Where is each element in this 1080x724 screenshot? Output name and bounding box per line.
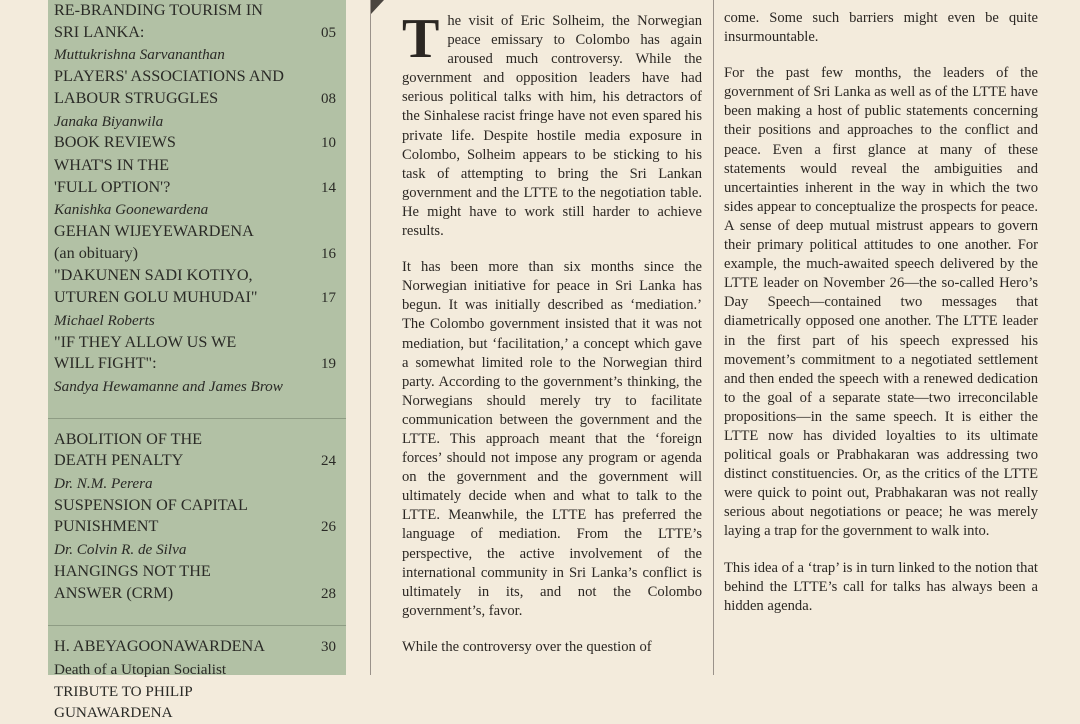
entry-title-text: WILL FIGHT": <box>54 354 157 373</box>
entry-title-line <box>54 88 338 111</box>
entry-title-line <box>54 561 338 583</box>
entry-author: Dr. Colvin R. de Silva <box>54 541 187 559</box>
contents-entry <box>54 155 338 221</box>
entry-subtitle: GUNAWARDENA <box>54 704 173 722</box>
entry-title-line <box>54 287 338 310</box>
entry-subtitle: Death of a Utopian Socialist <box>54 660 227 678</box>
entry-title-line <box>54 495 338 517</box>
entry-page-number: 08 <box>321 90 336 107</box>
article-paragraph: This idea of a ‘trap’ is in turn linked to the notion that behind the LTTE’s call for talks has always been a hidden agenda. <box>724 559 1038 614</box>
entry-title-text: 'FULL OPTION'? <box>54 177 171 196</box>
entry-author: Sandya Hewamanne and James Brow <box>54 377 283 395</box>
entry-page-number: 28 <box>321 585 336 602</box>
entry-page-number: 14 <box>321 179 336 196</box>
article-paragraph: It has been more than six months since the Norwegian initiative for peace in Sri Lanka has begun. It was initially described as ‘mediation.’ The Colombo government insisted that it was not mediation, but ‘facilitation,’ a concept which gave a somewhat limited role to the Norwegian third party. According to the government’s thinking, the Norwegians should merely try to facilitate communication between the government and the LTTE. This approach meant that the ‘foreign forces’ should not impose any program or agenda on the government and the government will ultimately decide when and what to talk to the LTTE. Meanwhile, the LTTE has preferred the language of mediation. From the LTTE’s perspective, the active involvement of the international community in Sri Lanka’s conflict is ultimately in its, and not the Colombo government’s, favor. <box>402 259 702 619</box>
entry-title-text: (an obituary) <box>54 243 139 262</box>
entry-title-line <box>54 0 338 22</box>
article-column-2 <box>724 9 1038 633</box>
column-rule-middle <box>713 0 714 675</box>
entry-page-number: 26 <box>321 519 336 536</box>
entry-title-text: PLAYERS' ASSOCIATIONS AND <box>54 67 284 86</box>
contents-entry <box>54 332 338 398</box>
entry-title-text: DEATH PENALTY <box>54 451 184 470</box>
contents-entry <box>54 132 338 155</box>
entry-page-number: 19 <box>321 356 336 373</box>
contents-entry <box>54 265 338 331</box>
entry-title-text: GEHAN WIJEYEWARDENA <box>54 222 254 241</box>
entry-title-text: ABOLITION OF THE <box>54 429 203 448</box>
entry-title-line <box>54 353 338 376</box>
entry-title-text: "DAKUNEN SADI KOTIYO, <box>54 266 253 285</box>
entry-title-text: PUNISHMENT <box>54 517 159 536</box>
paragraph-text: he visit of Eric Solheim, the Norwegian peace emissary to Colombo has again aroused much controversy. While the government and opposition leaders have had serious political talks with him, his detractors of the Sinhalese racist fringe have not even spared his private life. Despite hostile media exposure in Colombo, Solheim appears to be sticking to his task of attempting to bring the Sri Lankan government and the LTTE to the negotiation table. He might have to work still harder to achieve results. <box>402 13 702 240</box>
contents-entry <box>54 221 338 265</box>
article-paragraph: come. Some such barriers might even be quite insurmountable. <box>724 10 1038 46</box>
entry-title-text: BOOK REVIEWS <box>54 133 176 152</box>
contents-sidebar <box>48 0 346 722</box>
entry-title-text: ANSWER (CRM) <box>54 583 174 602</box>
entry-author: Dr. N.M. Perera <box>54 475 153 493</box>
drop-cap: T <box>402 8 440 70</box>
entry-title-line <box>54 22 338 45</box>
contents-entry <box>54 0 338 66</box>
column-rule-left <box>370 0 371 675</box>
entry-title-text: "IF THEY ALLOW US WE <box>54 332 237 351</box>
entry-author: Kanishka Goonewardena <box>54 201 209 219</box>
article-paragraph: For the past few months, the leaders of the government of Sri Lanka as well as of the LTTE have been making a host of public statements concerning their positions and approaches to the conflict and peace. Even a first glance at many of these statements would reveal the ambiguities and uncertainties inherent in the way in which the two sides appear to conceptualize the prospects for peace. A sense of deep mutual mistrust appears to govern their primary political attitudes to one another. For example, the much-awaited speech delivered by the LTTE leader on November 26—the so-called Hero’s Day Speech—contained two messages that diametrically opposed one another. The LTTE leader in the first part of his speech expressed his movement’s commitment to a negotiated settlement and then ended the speech with a renewed dedication to the goal of a separate state—two irreconcilable propositions—in the same speech. It is either the LTTE now has divided loyalties to its ultimate political goals or Prabhakaran was addressing two distinct constituencies. Or, as the critics of the LTTE were quick to point out, Prabhakaran was not really serious about negotiations or peace; he was merely laying a trap for the government to walk into. <box>724 65 1038 540</box>
entry-title-text: LABOUR STRUGGLES <box>54 88 219 107</box>
entry-page-number: 05 <box>321 24 336 41</box>
entry-page-number: 16 <box>321 245 336 262</box>
entry-title-line <box>54 221 338 243</box>
entry-title-line <box>54 429 338 451</box>
article-column-1 <box>402 8 702 674</box>
entry-title-line <box>54 636 338 659</box>
entry-title-line <box>54 243 338 266</box>
contents-divider <box>48 605 346 626</box>
entry-title-line <box>54 332 338 354</box>
entry-title-text: SUSPENSION OF CAPITAL <box>54 495 248 514</box>
article-paragraph <box>402 8 702 241</box>
entry-title-text: RE-BRANDING TOURISM IN <box>54 1 263 19</box>
corner-mark <box>371 0 384 14</box>
entry-title-text: UTUREN GOLU MUHUDAI" <box>54 288 258 307</box>
entry-title-line <box>54 155 338 177</box>
entry-author: Michael Roberts <box>54 311 155 329</box>
entry-title-line <box>54 66 338 88</box>
entry-page-number: 10 <box>321 135 336 152</box>
contents-entry <box>54 636 338 724</box>
entry-title-line <box>54 516 338 539</box>
entry-title-line <box>54 132 338 155</box>
entry-title-text: H. ABEYAGOONAWARDENA <box>54 637 265 656</box>
contents-entry <box>54 495 338 561</box>
contents-entry <box>54 429 338 495</box>
entry-subtitle: TRIBUTE TO PHILIP <box>54 682 193 700</box>
entry-title-line <box>54 450 338 473</box>
contents-entry <box>54 561 338 605</box>
entry-page-number: 17 <box>321 290 336 307</box>
entry-title-line <box>54 265 338 287</box>
entry-title-text: SRI LANKA: <box>54 22 145 41</box>
entry-author: Janaka Biyanwila <box>54 112 164 130</box>
entry-title-line <box>54 177 338 200</box>
contents-entry <box>54 66 338 132</box>
contents-list <box>54 0 338 724</box>
entry-author: Muttukrishna Sarvananthan <box>54 46 225 64</box>
article-paragraph: While the controversy over the question of <box>402 638 652 655</box>
entry-page-number: 24 <box>321 453 336 470</box>
contents-divider <box>48 398 346 419</box>
entry-page-number: 30 <box>321 639 336 656</box>
entry-title-line <box>54 583 338 606</box>
entry-title-text: WHAT'S IN THE <box>54 155 170 174</box>
entry-title-text: HANGINGS NOT THE <box>54 561 211 580</box>
